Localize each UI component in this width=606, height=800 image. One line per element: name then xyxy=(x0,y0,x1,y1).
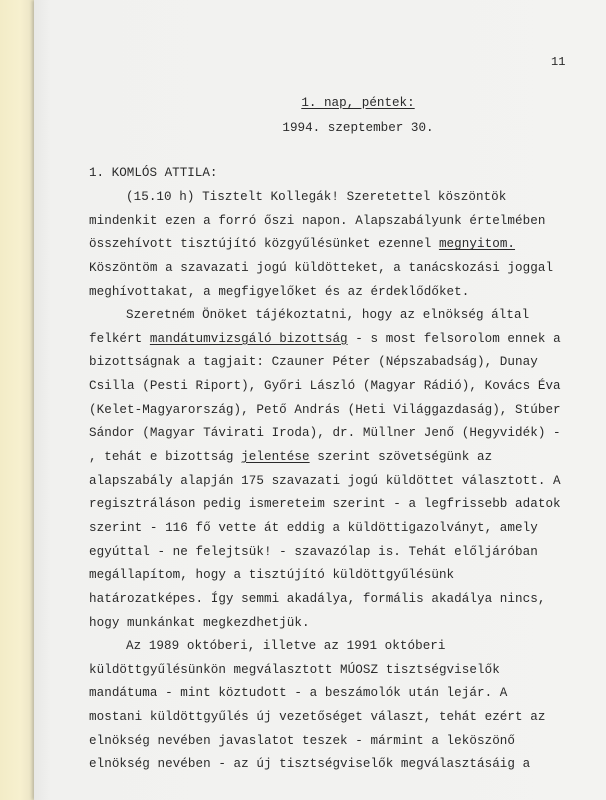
line-text: (Kelet-Magyarország), Pető András (Heti Világgazdaság), Stúber xyxy=(89,402,561,417)
line-text: felkért xyxy=(89,331,150,346)
folder-edge xyxy=(0,0,34,800)
underlined-text: megnyitom. xyxy=(438,237,516,252)
line-text: megállapítom, hogy a tisztújító küldöttgyűlésünk xyxy=(89,568,455,583)
line-text: Az 1989 októberi, illetve az 1991 októberi xyxy=(126,639,446,654)
line-text: küldöttgyűlésünkön megválasztott MÚOSZ tisztségviselők xyxy=(89,662,500,677)
transcript-line xyxy=(89,351,589,375)
session-title xyxy=(72,96,606,110)
transcript-line xyxy=(89,588,589,612)
transcript-line xyxy=(89,186,589,210)
transcript-line xyxy=(89,422,589,446)
line-text: határozatképes. Így semmi akadálya, formális akadálya nincs, xyxy=(89,591,546,606)
transcript-line xyxy=(89,753,589,777)
session-date: 1994. szeptember 30. xyxy=(282,121,434,135)
transcript-line xyxy=(89,281,589,305)
transcript-line xyxy=(89,328,589,352)
line-text: Sándor (Magyar Távirati Iroda), dr. Müllner Jenő (Hegyvidék) - xyxy=(89,426,561,441)
underlined-text: mandátumvizsgáló bizottság xyxy=(149,331,348,346)
line-text: mostani küldöttgyűlés új vezetőséget választ, tehát ezért az xyxy=(89,710,546,725)
line-text: - s most felsorolom ennek a xyxy=(347,331,561,346)
transcript-line xyxy=(89,399,589,423)
line-text: szerint szövetségünk az xyxy=(309,450,493,465)
transcript-line xyxy=(89,541,589,565)
line-text: meghívottakat, a megfigyelőket és az érdeklődőket. xyxy=(89,284,470,299)
session-title-text: 1. nap, péntek: xyxy=(301,96,415,110)
transcript-line xyxy=(89,210,589,234)
document-page xyxy=(34,0,606,800)
underlined-text: jelentése xyxy=(241,450,310,465)
line-text: bizottságnak a tagjait: Czauner Péter (Népszabadság), Dunay xyxy=(89,355,538,370)
transcript-line xyxy=(89,446,589,470)
line-text: , tehát e bizottság xyxy=(89,450,242,465)
transcript-line xyxy=(89,304,589,328)
transcript-line xyxy=(89,659,589,683)
line-text: Csilla (Pesti Riport), Győri László (Magyar Rádió), Kovács Éva xyxy=(89,379,561,394)
transcript-line xyxy=(89,517,589,541)
transcript-line xyxy=(89,470,589,494)
transcript-line xyxy=(89,493,589,517)
line-text: elnökség nevében javaslatot teszek - mármint a leköszönő xyxy=(89,733,516,748)
transcript-line xyxy=(89,233,589,257)
line-text: Szeretném Önöket tájékoztatni, hogy az elnökség által xyxy=(126,308,530,323)
line-text: összehívott tisztújító közgyűlésünket ezennel xyxy=(89,237,439,252)
line-text: regisztráláson pedig ismereteim szerint - a legfrissebb adatok xyxy=(89,497,561,512)
transcript-line xyxy=(89,375,589,399)
transcript-line xyxy=(89,564,589,588)
transcript-line xyxy=(89,730,589,754)
transcript-body xyxy=(89,186,589,777)
page-number: 11 xyxy=(551,55,566,69)
line-text: hogy munkánkat megkezdhetjük. xyxy=(89,615,310,630)
line-text: mandátuma - mint köztudott - a beszámolók után lejár. A xyxy=(89,686,508,701)
transcript-line xyxy=(89,706,589,730)
line-text: alapszabály alapján 175 szavazati jogú küldöttet választott. A xyxy=(89,473,561,488)
line-text: szerint - 116 fő vette át eddig a küldöttigazolványt, amely xyxy=(89,520,538,535)
line-text: egyúttal - ne felejtsük! - szavazólap is. Tehát előljáróban xyxy=(89,544,538,559)
line-text: elnökség nevében - az új tisztségviselők megválasztásáig a xyxy=(89,757,531,772)
transcript-line xyxy=(89,612,589,636)
speaker-heading: 1. KOMLÓS ATTILA: xyxy=(89,166,218,180)
line-text: mindenkit ezen a forró őszi napon. Alapszabályunk értelmében xyxy=(89,213,546,228)
line-text: (15.10 h) Tisztelt Kollegák! Szeretettel köszöntök xyxy=(126,190,507,204)
transcript-line xyxy=(89,257,589,281)
line-text: Köszöntöm a szavazati jogú küldötteket, a tanácskozási joggal xyxy=(89,260,554,275)
transcript-line xyxy=(89,682,589,706)
transcript-line xyxy=(89,635,589,659)
